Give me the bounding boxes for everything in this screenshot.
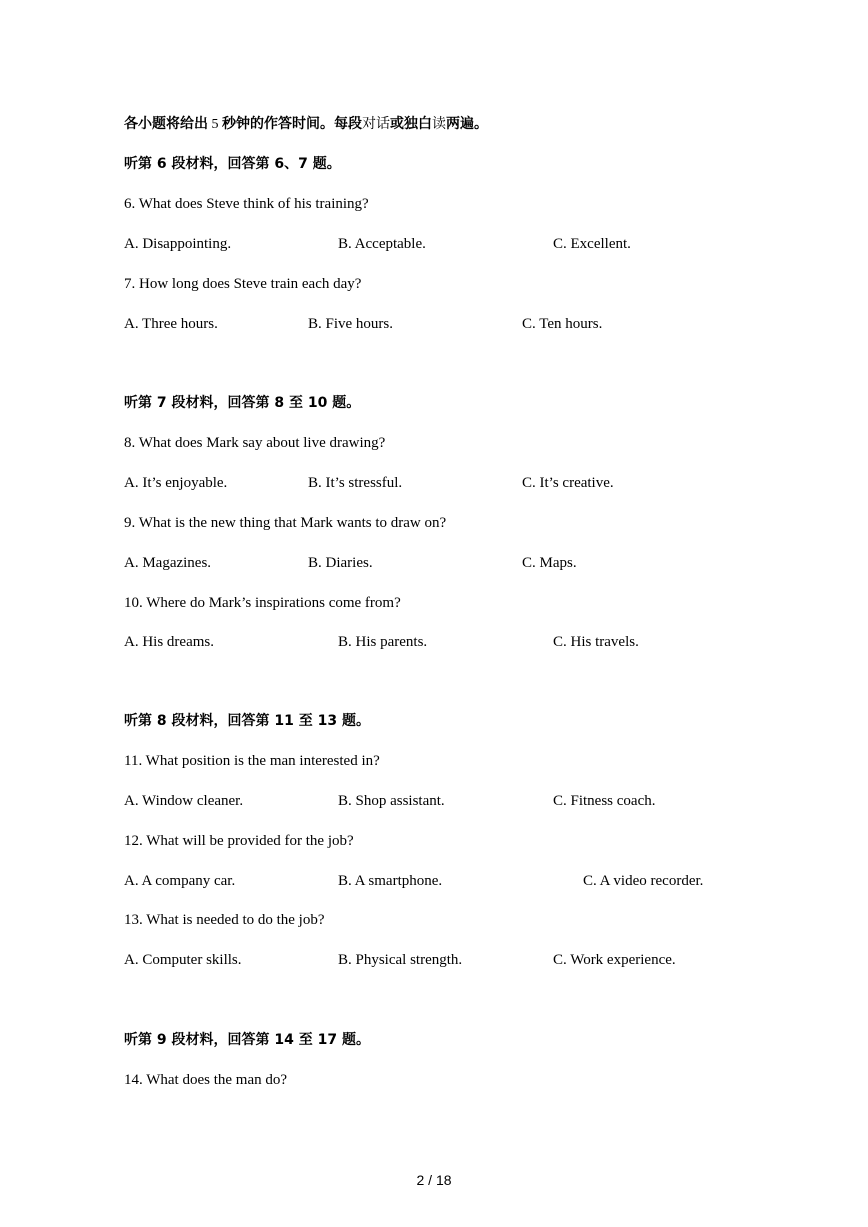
option-c: C. Work experience.: [553, 952, 676, 968]
intro-line: [124, 114, 488, 135]
option-b: B. Diaries.: [308, 555, 373, 571]
total-pages: 18: [435, 1172, 452, 1188]
section-heading: 听第 6 段材料，回答第 6、7 题。: [124, 156, 341, 172]
question-stem: 14. What does the man do?: [124, 1072, 288, 1088]
option-b: B. It’s stressful.: [308, 475, 403, 491]
option-b: B. Shop assistant.: [338, 793, 445, 809]
section-heading: 听第 8 段材料，回答第 11 至 13 题。: [124, 713, 370, 729]
intro-text-1: 各小题将给出: [124, 116, 208, 132]
question-stem: 9. What is the new thing that Mark wants to draw on?: [124, 515, 447, 531]
option-a: A. Disappointing.: [124, 236, 232, 252]
current-page: 2: [416, 1172, 425, 1188]
option-c: C. Maps.: [522, 555, 577, 571]
intro-text-5: 或独白: [390, 116, 432, 132]
option-a: A. Computer skills.: [124, 952, 242, 968]
option-a: A. A company car.: [124, 873, 236, 889]
intro-text-4: 对话: [362, 116, 390, 132]
option-c: C. Fitness coach.: [553, 793, 656, 809]
page-number: [0, 1172, 868, 1188]
section-heading: 听第 7 段材料，回答第 8 至 10 题。: [124, 395, 361, 411]
option-b: B. Five hours.: [308, 316, 394, 332]
intro-text-2: 5: [208, 117, 222, 132]
option-b: B. Physical strength.: [338, 952, 463, 968]
option-c: C. Ten hours.: [522, 316, 603, 332]
option-c: C. It’s creative.: [522, 475, 614, 491]
option-c: C. A video recorder.: [583, 873, 704, 889]
option-b: B. Acceptable.: [338, 236, 426, 252]
question-stem: 6. What does Steve think of his training?: [124, 196, 369, 212]
question-stem: 12. What will be provided for the job?: [124, 833, 354, 849]
question-stem: 11. What position is the man interested in?: [124, 753, 380, 769]
question-stem: 10. Where do Mark’s inspirations come from?: [124, 595, 401, 611]
section-heading: 听第 9 段材料，回答第 14 至 17 题。: [124, 1032, 370, 1048]
question-stem: 8. What does Mark say about live drawing?: [124, 435, 386, 451]
option-b: B. His parents.: [338, 634, 428, 650]
option-b: B. A smartphone.: [338, 873, 443, 889]
option-a: A. Window cleaner.: [124, 793, 244, 809]
option-a: A. Three hours.: [124, 316, 218, 332]
intro-text-7: 两遍。: [446, 116, 488, 132]
option-a: A. His dreams.: [124, 634, 214, 650]
option-a: A. It’s enjoyable.: [124, 475, 228, 491]
question-stem: 13. What is needed to do the job?: [124, 912, 325, 928]
intro-text-3: 秒钟的作答时间。每段: [222, 116, 362, 132]
option-c: C. Excellent.: [553, 236, 631, 252]
option-a: A. Magazines.: [124, 555, 212, 571]
question-stem: 7. How long does Steve train each day?: [124, 276, 362, 292]
option-c: C. His travels.: [553, 634, 639, 650]
intro-text-6: 读: [432, 116, 446, 132]
page-separator: /: [424, 1172, 436, 1188]
